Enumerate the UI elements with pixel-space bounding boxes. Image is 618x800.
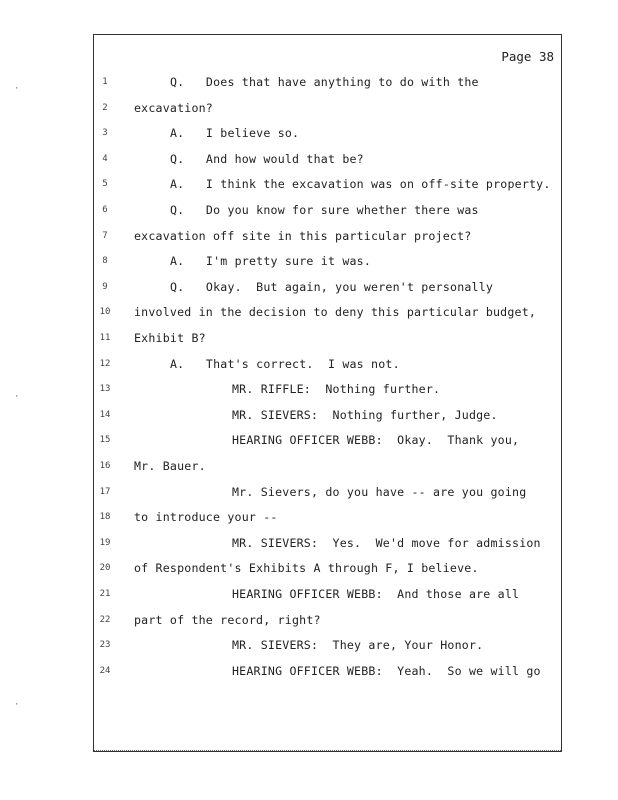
page-number: Page 38 bbox=[501, 49, 554, 64]
transcript-line: excavation off site in this particular project? bbox=[134, 228, 472, 243]
margin-mark: · bbox=[14, 392, 20, 402]
transcript-line: A. That's correct. I was not. bbox=[170, 356, 400, 371]
line-number: 14 bbox=[99, 409, 111, 420]
line-number: 6 bbox=[102, 205, 108, 215]
transcript-line: HEARING OFFICER WEBB: Yeah. So we will go bbox=[232, 663, 541, 678]
transcript-line: Mr. Bauer. bbox=[134, 459, 206, 473]
line-number: 21 bbox=[99, 589, 111, 599]
transcript-line: A. I think the excavation was on off-site property. bbox=[170, 177, 551, 192]
transcript-line: HEARING OFFICER WEBB: Okay. Thank you, bbox=[232, 433, 520, 448]
transcript-page bbox=[93, 34, 562, 752]
bottom-rule bbox=[94, 749, 561, 751]
transcript-line: Q. Okay. But again, you weren't personally bbox=[170, 279, 494, 294]
transcript-line: A. I'm pretty sure it was. bbox=[170, 254, 372, 269]
line-number: 23 bbox=[99, 640, 111, 651]
line-number: 5 bbox=[102, 179, 108, 190]
transcript-line: MR. RIFFLE: Nothing further. bbox=[232, 382, 441, 397]
transcript-line: A. I believe so. bbox=[170, 126, 300, 141]
transcript-line: part of the record, right? bbox=[134, 612, 321, 627]
transcript-line: to introduce your -- bbox=[134, 510, 278, 525]
transcript-line: Exhibit B? bbox=[134, 331, 206, 345]
transcript-line: Q. Do you know for sure whether there was bbox=[170, 203, 479, 217]
line-number: 20 bbox=[99, 563, 111, 574]
transcript-line: MR. SIEVERS: They are, Your Honor. bbox=[232, 638, 484, 653]
line-number: 1 bbox=[102, 77, 108, 87]
transcript-line: of Respondent's Exhibits A through F, I believe. bbox=[134, 561, 479, 576]
line-number: 17 bbox=[99, 486, 111, 497]
margin-mark: · bbox=[14, 700, 20, 710]
transcript-line: HEARING OFFICER WEBB: And those are all bbox=[232, 587, 520, 601]
transcript-line: Q. Does that have anything to do with the bbox=[170, 75, 479, 89]
transcript-line: MR. SIEVERS: Nothing further, Judge. bbox=[232, 407, 498, 422]
line-number: 11 bbox=[99, 333, 111, 343]
line-number: 8 bbox=[102, 256, 108, 267]
line-number: 16 bbox=[99, 461, 111, 471]
line-number: 22 bbox=[99, 614, 111, 625]
line-number: 4 bbox=[102, 153, 108, 164]
line-number: 24 bbox=[99, 665, 111, 676]
transcript-line: excavation? bbox=[134, 100, 213, 115]
transcript-line: Q. And how would that be? bbox=[170, 151, 364, 166]
transcript-line: involved in the decision to deny this particular budget, bbox=[134, 305, 537, 320]
line-number: 2 bbox=[102, 102, 108, 113]
line-number: 18 bbox=[99, 512, 111, 523]
line-number: 13 bbox=[99, 384, 111, 395]
transcript-line: MR. SIEVERS: Yes. We'd move for admission bbox=[232, 535, 541, 550]
line-number: 15 bbox=[99, 435, 111, 446]
line-number: 12 bbox=[99, 358, 111, 369]
margin-mark: · bbox=[14, 84, 20, 94]
line-number: 7 bbox=[102, 230, 108, 241]
transcript-line: Mr. Sievers, do you have -- are you going bbox=[232, 484, 527, 499]
line-number: 3 bbox=[102, 128, 108, 139]
line-number: 9 bbox=[102, 281, 108, 292]
line-number: 19 bbox=[99, 537, 111, 548]
line-number: 10 bbox=[99, 307, 111, 318]
